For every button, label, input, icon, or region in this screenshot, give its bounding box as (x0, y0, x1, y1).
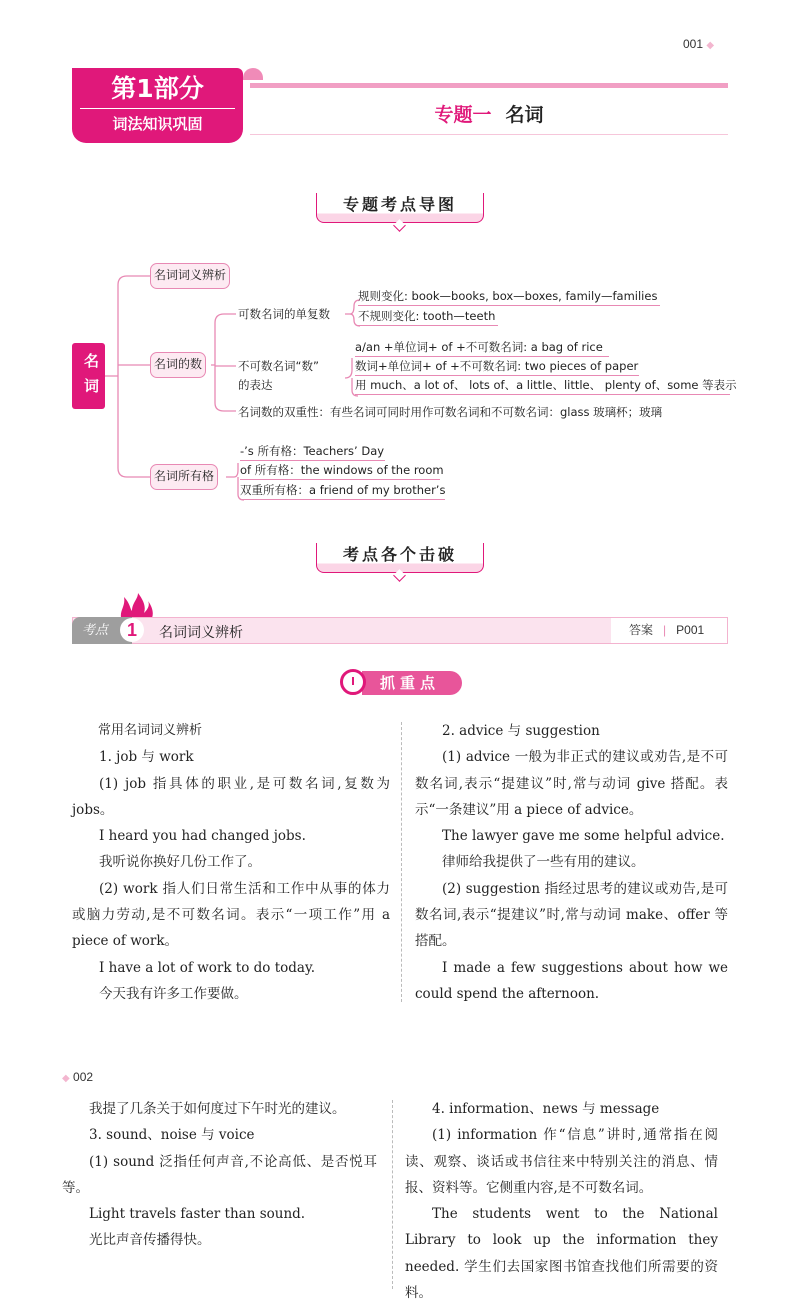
leaf: 用 much、a lot of、 lots of、a little、little、 plenty of、some 等表示 (355, 377, 730, 395)
section-heading: 常用名词词义辨析 (98, 723, 203, 738)
leaf: 不规则变化: tooth—teeth (358, 308, 498, 326)
kaodian-bar (72, 617, 728, 644)
kaodian-label: 考点 (72, 617, 132, 644)
translation: 我提了几条关于如何度过下午时光的建议。 (89, 1101, 346, 1117)
node-possessive: 名词所有格 (150, 464, 218, 490)
leaf: 规则变化: book—books, box—boxes, family—families (358, 288, 660, 306)
page-number-2: ◆ 002 (62, 1070, 94, 1084)
leaf: 双重所有格：a friend of my brother’s (240, 482, 445, 500)
p2-right-column (405, 1096, 718, 1306)
p1-left-column (72, 718, 390, 1007)
example: I heard you had changed jobs. (99, 828, 306, 845)
paragraph: (1) information 作“信息”讲时,通常指在阅读、观察、谈话或书信往来中特别关注的消息、情报、资料等。它侧重内容,是不可数名词。 (405, 1127, 718, 1196)
paragraph: 3. sound、noise 与 voice (89, 1127, 255, 1144)
translation: 律师给我提供了一些有用的建议。 (442, 854, 645, 871)
translation: 今天我有许多工作要做。 (99, 985, 248, 1002)
focus-label: 抓重点 (362, 671, 462, 695)
break-banner: 考点各个击破 (316, 543, 484, 573)
column-divider-2 (392, 1100, 393, 1289)
paragraph: (2) suggestion 指经过思考的建议或劝告,是可数名词,表示“提建议”时,常与动词 make、offer 等搭配。 (415, 880, 728, 950)
mindmap-root: 名词 (72, 343, 105, 409)
column-divider (401, 722, 402, 1002)
map-banner: 专题考点导图 (316, 193, 484, 223)
node-countable: 可数名词的单复数 (238, 307, 330, 321)
p2-left-column (62, 1096, 377, 1254)
paragraph: 1. job 与 work (99, 749, 194, 766)
node-dual: 名词数的双重性：有些名词可同时用作可数名词和不可数名词：glass 玻璃杯；玻璃 (238, 405, 663, 419)
kaodian-number: 1 (120, 618, 144, 642)
paragraph: 4. information、news 与 message (432, 1101, 660, 1117)
paragraph: 2. advice 与 suggestion (442, 723, 600, 739)
node-number: 名词的数 (150, 352, 206, 378)
example: The students went to the National Library to look up the information they needed. 学生们去国家图书馆查找他们所需要的资料。 (405, 1206, 718, 1302)
answer-ref[interactable]: 答案 | P001 (611, 618, 727, 643)
example: The lawyer gave me some helpful advice. (442, 828, 725, 845)
part-subtitle: 词法知识巩固 (112, 115, 203, 133)
node-meaning: 名词词义辨析 (150, 263, 230, 289)
focus-badge (340, 669, 462, 697)
translation: 光比声音传播得快。 (89, 1232, 211, 1249)
mindmap-lines (0, 0, 790, 520)
paragraph: (1) advice 一般为非正式的建议或劝告,是不可数名词,表示“提建议”时,常与动词 give 搭配。表示“一条建议”用 a piece of advice。 (415, 749, 728, 818)
node-uncountable-2: 的表达 (238, 378, 273, 392)
leaf: a/an +单位词+ of +不可数名词: a bag of rice (355, 339, 609, 357)
kaodian-name: 名词词义辨析 (159, 625, 243, 641)
paragraph: (1) job 指具体的职业,是可数名词,复数为 jobs。 (72, 775, 390, 818)
example: I have a lot of work to do today. (99, 959, 316, 976)
page-number: 001 ◆ (683, 37, 715, 51)
p1-right-column (415, 718, 728, 1007)
paragraph: (1) sound 泛指任何声音,不论高低、是否悦耳等。 (62, 1153, 377, 1196)
stopwatch-icon (340, 669, 366, 695)
node-uncountable: 不可数名词“数” (238, 359, 319, 373)
part-title: 第1部分 (111, 74, 204, 103)
translation: 我听说你换好几份工作了。 (99, 854, 261, 871)
leaf: -’s 所有格：Teachers’ Day (240, 443, 385, 461)
example: Light travels faster than sound. (89, 1206, 306, 1223)
paragraph: (2) work 指人们日常生活和工作中从事的体力或脑力劳动,是不可数名词。表示“一项工作”用 a piece of work。 (72, 880, 390, 950)
topic-title: 专题一 名词 (434, 104, 544, 126)
example: I made a few suggestions about how we could spend the afternoon. (415, 959, 728, 1002)
leaf: of 所有格：the windows of the room (240, 462, 440, 480)
leaf: 数词+单位词+ of +不可数名词: two pieces of paper (355, 358, 639, 376)
